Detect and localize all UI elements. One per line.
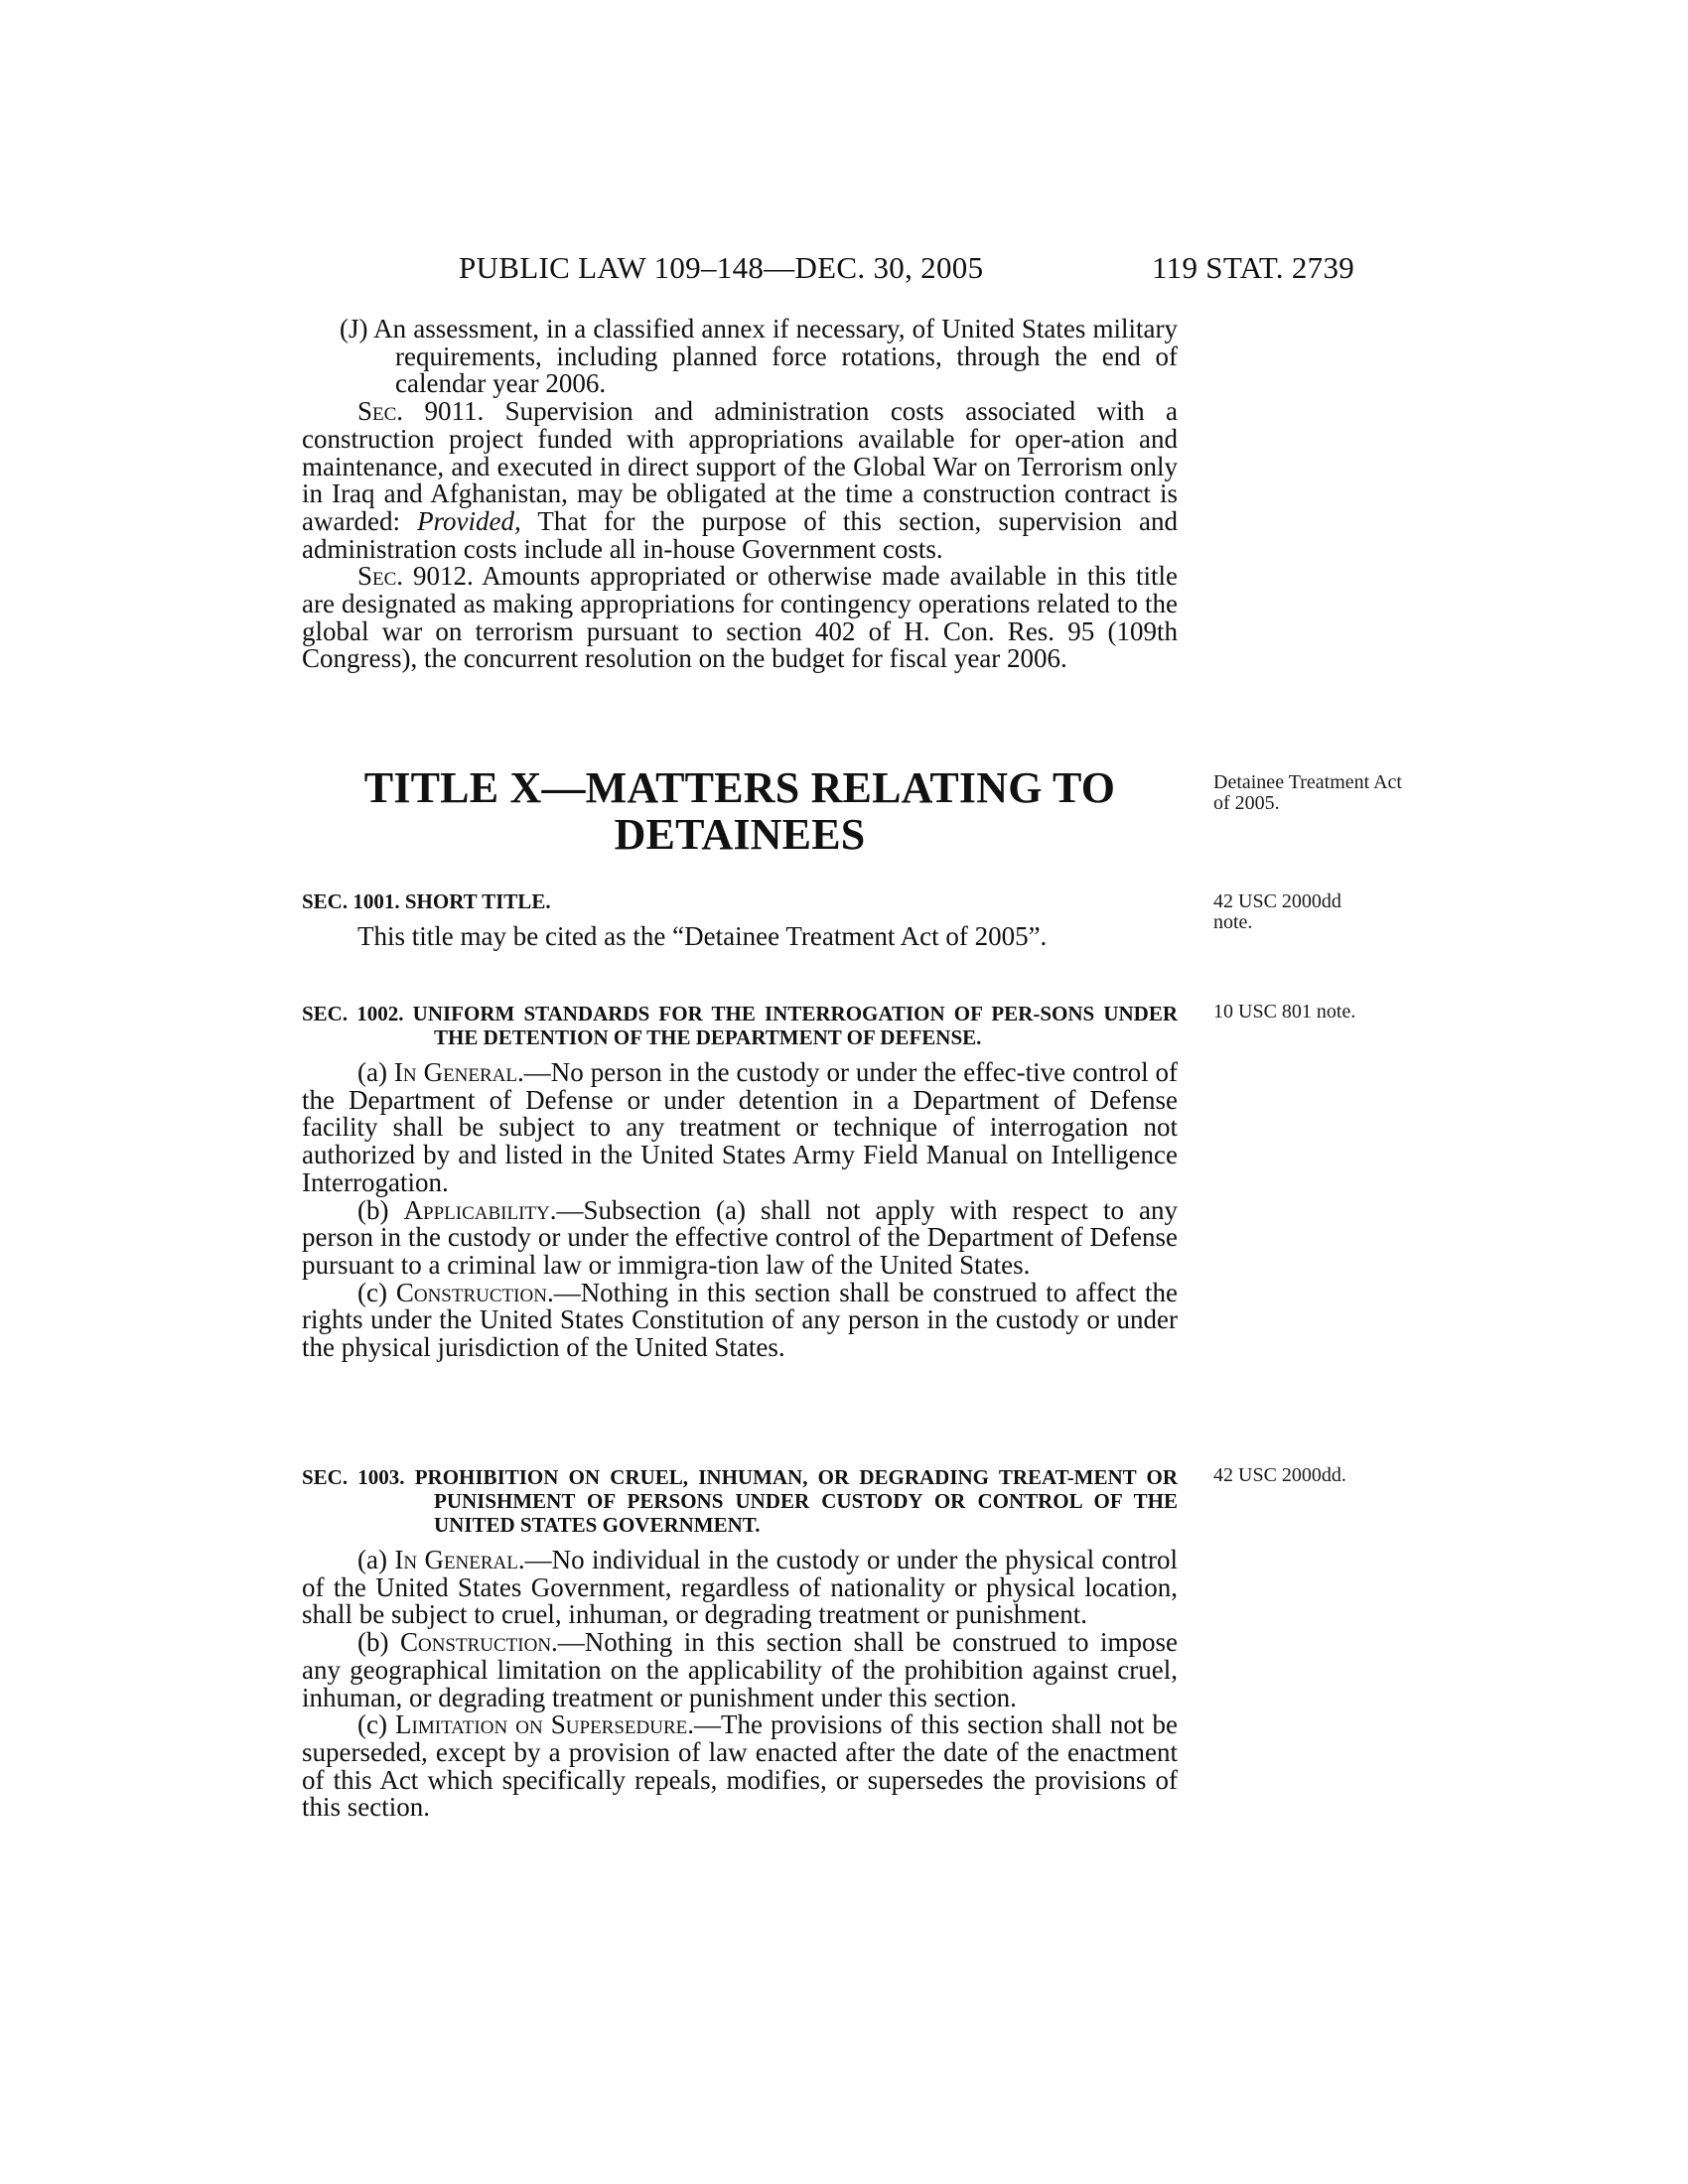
section-body: This title may be cited as the “Detainee Treatment Act of 2005”. [357,921,1048,951]
margin-note-short-title: Detainee Treatment Act of 2005. [1213,771,1402,814]
sec-9011-body-b: That for the purpose of this section, supervision and administration costs include all in-house Government costs. [302,505,1178,564]
sec-9012-body: 9012. Amounts appropriated or otherwise made available in this title are designated as making appropriations for contingency operations related to the global war on terrorism pursuant to section 402 of H. Con. Res. 95 (109th Congress), the concurrent resolution on the budget for fiscal year 2006. [302,561,1178,674]
subsection-prefix: (c) [357,1709,396,1740]
subsection-label: In General [394,1545,518,1574]
section-heading: SEC. 1001. SHORT TITLE. [302,889,551,913]
section-1003 [302,1465,1178,1822]
subsection-prefix: (b) [357,1627,400,1658]
subsection-label: Construction [399,1627,552,1658]
margin-note-usc: 42 USC 2000dd. [1213,1464,1346,1486]
paragraph-item-j: (J) An assessment, in a classified annex if necessary, of United States military requirements, including planned force rotations, through the end of calendar year 2006. [340,314,1178,399]
paragraph-sec-9012 [302,563,1178,673]
section-1001 [302,889,1178,951]
title-heading [302,764,1178,858]
margin-note-usc: 42 USC 2000dd note. [1213,890,1341,933]
section-heading: SEC. 1003. PROHIBITION ON CRUEL, INHUMAN, OR DEGRADING TREAT-MENT OR PUNISHMENT OF PERSONS UNDER CUSTODY OR CONTROL OF THE UNITED STATES GOVERNMENT. [302,1465,1178,1537]
subsection-c [302,1711,1178,1822]
sec-label: Sec. [357,396,404,427]
subsection-body: .—Nothing in this section shall be construed to impose any geographical limitation on the applicability of the prohibition against cruel, inhuman, or degrading treatment or punishment under this section. [302,1627,1179,1712]
subsection-body: .—No individual in the custody or under the physical control of the United States Government, regardless of nationality or physical location, shall be subject to cruel, inhuman, or degrading treatment or punishment. [302,1545,1178,1630]
subsection-prefix: (b) [357,1194,404,1225]
section-1002 [302,1002,1178,1362]
sec-9011-body-a: 9011. Supervision and administration costs associated with a construction project funded with appropriations available for oper-ation and maintenance, and executed in direct support of the Global War on Terrorism only in Iraq and Afghanistan, may be obligated at the time a construction contract is awarded: [302,396,1178,536]
subsection-body: .—The provisions of this section shall not be superseded, except by a provision of law enacted after the date of the enactment of this Act which specifically repeals, modifies, or supersedes the provisions of this section. [302,1709,1178,1823]
subsection-body: .—Subsection (a) shall not apply with respect to any person in the custody or under the effective control of the Department of Defense pursuant to a criminal law or immigra-tion law of the United States. [302,1194,1178,1280]
subsection-label: Construction [395,1277,547,1307]
sec-label: Sec. [357,561,404,592]
subsection-label: Applicability [403,1194,550,1225]
subsection-c [302,1277,1179,1363]
subsection-body: .—No person in the custody or under the effec-tive control of the Department of Defense or under detention in a Department of Defense facility shall be subject to any treatment or technique of interrogation not authorized by and listed in the United States Army Field Manual on Intelligence Interrogation. [302,1057,1178,1197]
continued-text-block [302,316,1178,673]
title-line-1: TITLE X—MATTERS RELATING TO [363,763,1116,812]
subsection-a [302,1547,1178,1629]
subsection-label: In General [393,1057,518,1087]
subsection-prefix: (c) [357,1277,396,1307]
subsection-b [302,1629,1178,1711]
paragraph-sec-9011 [302,398,1178,563]
margin-note-usc: 10 USC 801 note. [1213,1001,1356,1023]
subsection-b [302,1194,1178,1280]
subsection-a [302,1059,1178,1197]
page-number: 119 STAT. 2739 [1152,250,1355,285]
provided-italic: Provided, [417,505,521,536]
subsection-body: .—Nothing in this section shall be construed to affect the rights under the United States Constitution of any person in the custody or under the physical jurisdiction of the United States. [302,1277,1179,1363]
subsection-prefix: (a) [357,1545,395,1574]
subsection-label: Limitation on Supersedure [395,1709,688,1740]
section-heading: SEC. 1002. UNIFORM STANDARDS FOR THE INTERROGATION OF PER-SONS UNDER THE DETENTION OF THE DEPARTMENT OF DEFENSE. [302,1002,1178,1049]
title-line-2: DETAINEES [614,810,866,859]
subsection-prefix: (a) [357,1057,394,1087]
running-header-left: PUBLIC LAW 109–148—DEC. 30, 2005 [459,250,984,285]
